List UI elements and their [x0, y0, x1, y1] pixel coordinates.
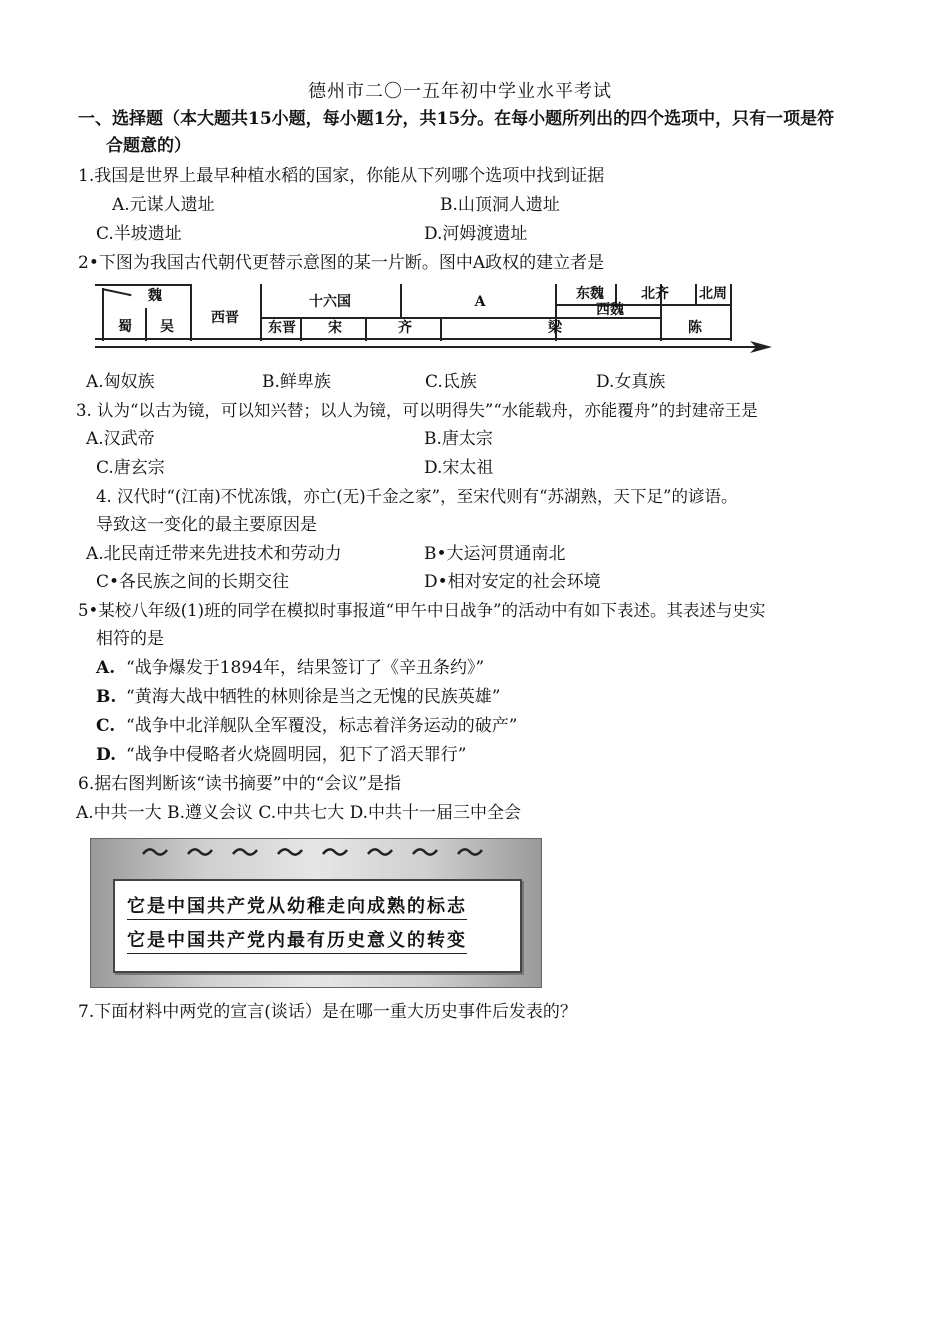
q2-stem: 2•下图为我国古代朝代更替示意图的某一片断。图中A政权的建立者是: [78, 253, 605, 273]
diagram-qi: 齐: [398, 320, 412, 336]
scroll-ornament-icon: [366, 845, 394, 859]
q7-stem: 7.下面材料中两党的宣言(谈话）是在哪一重大历史事件后发表的？: [78, 1002, 577, 1022]
timeline-axis: [95, 346, 760, 348]
diagram-xijin: 西晋: [211, 310, 239, 326]
q5-option-a-text: “战争爆发于1894年，结果签订了《辛丑条约》”: [126, 658, 485, 678]
q5-option-b: [96, 685, 500, 709]
q3-stem: 3. 认为“以古为镜，可以知兴替；以人为镜，可以明得失”“水能载舟，亦能覆舟”的封建帝王是: [76, 401, 758, 420]
diagram-beiqi: 北齐: [641, 286, 669, 302]
scroll-ornament-icon: [411, 845, 439, 859]
q3-option-c: C.唐玄宗: [96, 458, 165, 478]
diagram-a: A: [474, 294, 486, 310]
diagram-dongjin: 东晋: [268, 320, 296, 336]
diagram-shiliuguo: 十六国: [309, 294, 351, 310]
q2-option-b: B.鲜卑族: [262, 372, 331, 392]
q1-option-b: B.山顶洞人遗址: [440, 195, 560, 215]
scroll-ornament-icon: [456, 845, 484, 859]
q5-option-c-letter: C.: [96, 716, 116, 736]
diagram-chen: 陈: [688, 320, 702, 336]
diagram-wei: 魏: [148, 288, 162, 304]
q4-stem-line1: 4. 汉代时“(江南)不忧冻饿，亦亡(无)千金之家”，至宋代则有“苏湖熟，天下足”的谚语。: [96, 487, 738, 506]
q6-options: A.中共一大 B.遵义会议 C.中共七大 D.中共十一届三中全会: [76, 803, 522, 823]
q3-option-a: A.汉武帝: [86, 429, 155, 449]
diagram-dongwei: 东魏: [576, 286, 604, 302]
scroll-ornament-icon: [186, 845, 214, 859]
page-title: 德州市二〇一五年初中学业水平考试: [308, 81, 612, 102]
section-heading-line1: 一、选择题（本大题共15小题，每小题1分，共15分。在每小题所列出的四个选项中，只有一项是符: [78, 109, 835, 129]
q5-option-b-text: “黄海大战中牺牲的林则徐是当之无愧的民族英雄”: [126, 687, 501, 707]
q1-option-a: A.元谋人遗址: [112, 195, 215, 215]
q5-option-c-text: “战争中北洋舰队全军覆没，标志着洋务运动的破产”: [126, 716, 518, 736]
q2-option-a: A.匈奴族: [86, 372, 155, 392]
scroll-ornament-icon: [231, 845, 259, 859]
reading-summary-banner: [90, 838, 542, 988]
q5-stem-line1: 5•某校八年级(1)班的同学在模拟时事报道“甲午中日战争”的活动中有如下表述。其表述与史实: [78, 601, 766, 620]
banner-line-2: 它是中国共产党内最有历史意义的转变: [127, 929, 467, 954]
q4-option-c: C•各民族之间的长期交往: [96, 572, 290, 592]
dynasty-timeline-diagram: [95, 284, 795, 364]
q3-option-d: D.宋太祖: [424, 458, 494, 478]
diagram-xiwei: 西魏: [596, 302, 624, 318]
q5-option-d: [96, 743, 466, 767]
q3-option-b: B.唐太宗: [424, 429, 493, 449]
diagram-beizhou: 北周: [699, 286, 727, 302]
q5-option-a-letter: A.: [96, 658, 116, 678]
q2-option-c: C.氐族: [425, 372, 477, 392]
arrow-right-icon: [750, 339, 772, 355]
q5-stem-line2: 相符的是: [96, 629, 164, 649]
q1-stem: 1.我国是世界上最早种植水稻的国家，你能从下列哪个选项中找到证据: [78, 166, 605, 186]
q5-option-d-letter: D.: [96, 745, 117, 765]
scroll-ornament-icon: [276, 845, 304, 859]
q6-stem: 6.据右图判断该“读书摘要”中的“会议”是指: [78, 774, 401, 794]
banner-text-panel: [113, 879, 522, 973]
q4-stem-line2: 导致这一变化的最主要原因是: [96, 515, 317, 535]
q1-option-d: D.河姆渡遗址: [424, 224, 528, 244]
q2-option-d: D.女真族: [596, 372, 666, 392]
q5-option-a: [96, 656, 484, 680]
diagram-shu: 蜀: [118, 319, 132, 335]
q5-option-c: [96, 714, 517, 738]
diagram-wu: 吴: [160, 319, 174, 335]
section-heading-line2: 合题意的）: [106, 136, 191, 156]
diagram-liang: 梁: [548, 320, 562, 336]
diagram-song: 宋: [328, 320, 342, 336]
q5-option-d-text: “战争中侵略者火烧圆明园，犯下了滔天罪行”: [126, 745, 467, 765]
q4-option-b: B•大运河贯通南北: [424, 544, 566, 564]
q5-option-b-letter: B.: [96, 687, 117, 707]
q4-option-a: A.北民南迁带来先进技术和劳动力: [86, 544, 342, 564]
banner-line-1: 它是中国共产党从幼稚走向成熟的标志: [127, 895, 467, 920]
q4-option-d: D•相对安定的社会环境: [424, 572, 601, 592]
scroll-ornament-icon: [321, 845, 349, 859]
scroll-ornament-icon: [141, 845, 169, 859]
q1-option-c: C.半坡遗址: [96, 224, 182, 244]
